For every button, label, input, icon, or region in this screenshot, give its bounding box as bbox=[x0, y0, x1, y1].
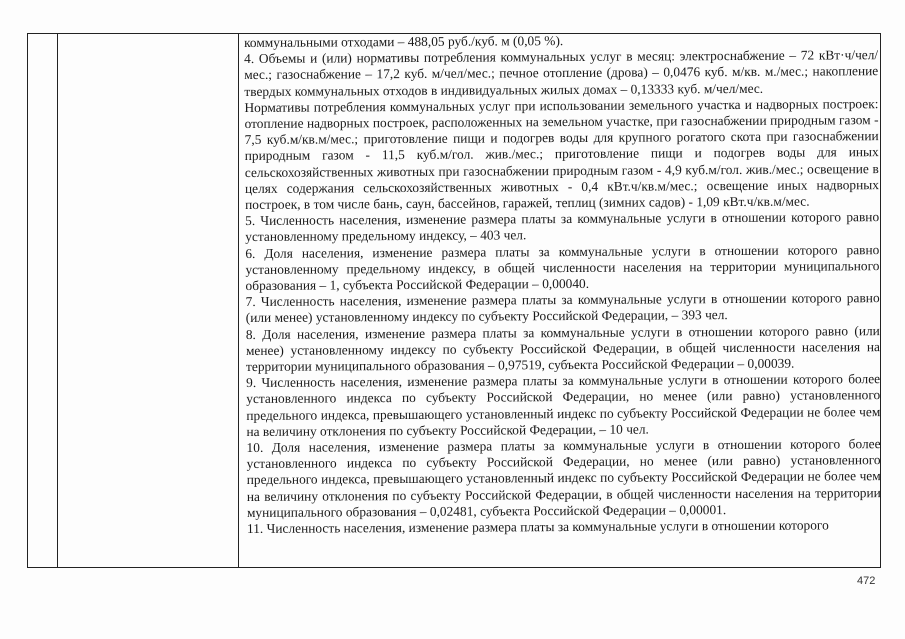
table-column-divider-1 bbox=[57, 34, 58, 567]
paragraph-item-4: 4. Объемы и (или) нормативы потребления коммунальных услуг в месяц: электроснабжение – 72 кВт·ч/чел/мес.; газоснабжение – 17,2 куб. м/чел/мес.; печное отопление (дрова) – 0,0476 куб. м/кв. м./мес.; накопление твердых коммунальных отходов в индивидуальных жилых домах – 0,13333 куб. м/чел/мес. bbox=[244, 47, 879, 99]
table-column-divider-2 bbox=[238, 34, 239, 567]
paragraph-item-5: 5. Численность населения, изменение размера платы за коммунальные услуги в отношении которого равно установленному предельному индексу, – 403 чел. bbox=[245, 209, 880, 245]
paragraph-norms: Нормативы потребления коммунальных услуг при использовании земельного участка и надворных построек: отопление надворных построек, расположенных на земельном участке, при газоснабжении природным газом - 7,5 куб.м/кв.м/мес.; приготовление пищи и подогрев воды для крупного рогатого скота при газоснабжении природным газом - 11,5 куб.м/гол. жив./мес.; приготовление пищи и подогрев воды для иных сельскохозяйственных животных при газоснабжении природным газом - 4,9 куб.м/гол. жив./мес.; освещение в целях содержания сельскохозяйственных животных - 0,4 кВт.ч/кв.м/мес.; освещение иных надворных построек, в том числе бань, саун, бассейнов, гаражей, теплиц (зимних садов) - 1,09 кВт.ч/кв.м/мес. bbox=[244, 95, 879, 213]
paragraph-item-6: 6. Доля населения, изменение размера платы за коммунальные услуги в отношении которого равно установленному предельному индексу, в общей численности населения на территории муниципального образования – 1, субъекта Российской Федерации – 0,00040. bbox=[245, 241, 880, 294]
paragraph-continuation: коммунальными отходами – 488,05 руб./куб. м (0,05 %). bbox=[244, 33, 564, 50]
paragraph-item-9: 9. Численность населения, изменение размера платы за коммунальные услуги в отношении которого более установленного индекса по субъекту Российской Федерации, но менее (или равно) установленного предельного индекса, превышающего установленный индекс по субъекту Российской Федерации не более чем на величину отклонения по субъекту Российской Федерации, – 10 чел. bbox=[246, 371, 881, 439]
paragraph-item-11: 11. Численность населения, изменение размера платы за коммунальные услуги в отношении которого bbox=[246, 517, 829, 537]
paragraph-item-10: 10. Доля населения, изменение размера платы за коммунальные услуги в отношении которого более установленного индекса по субъекту Российской Федерации, но менее (или равно) установленного предельного индекса, превышающего установленный индекс по субъекту Российской Федерации не более чем на величину отклонения по субъекту Российской Федерации, в общей численности населения на территории муниципального образования – 0,02481, субъекта Российской Федерации – 0,00001. bbox=[246, 436, 881, 520]
page-number: 472 bbox=[857, 575, 876, 587]
paragraph-item-8: 8. Доля населения, изменение размера платы за коммунальные услуги в отношении которого равно (или менее) установленному индексу по субъекту Российской Федерации, в общей численности населения на территории муниципального образования – 0,97519, субъекта Российской Федерации – 0,00039. bbox=[245, 322, 880, 375]
table-cell-text bbox=[244, 31, 881, 537]
paragraph-item-7: 7. Численность населения, изменение размера платы за коммунальные услуги в отношении которого равно (или менее) установленному индексу по субъекту Российской Федерации, – 393 чел. bbox=[245, 290, 880, 326]
document-table bbox=[27, 33, 881, 568]
